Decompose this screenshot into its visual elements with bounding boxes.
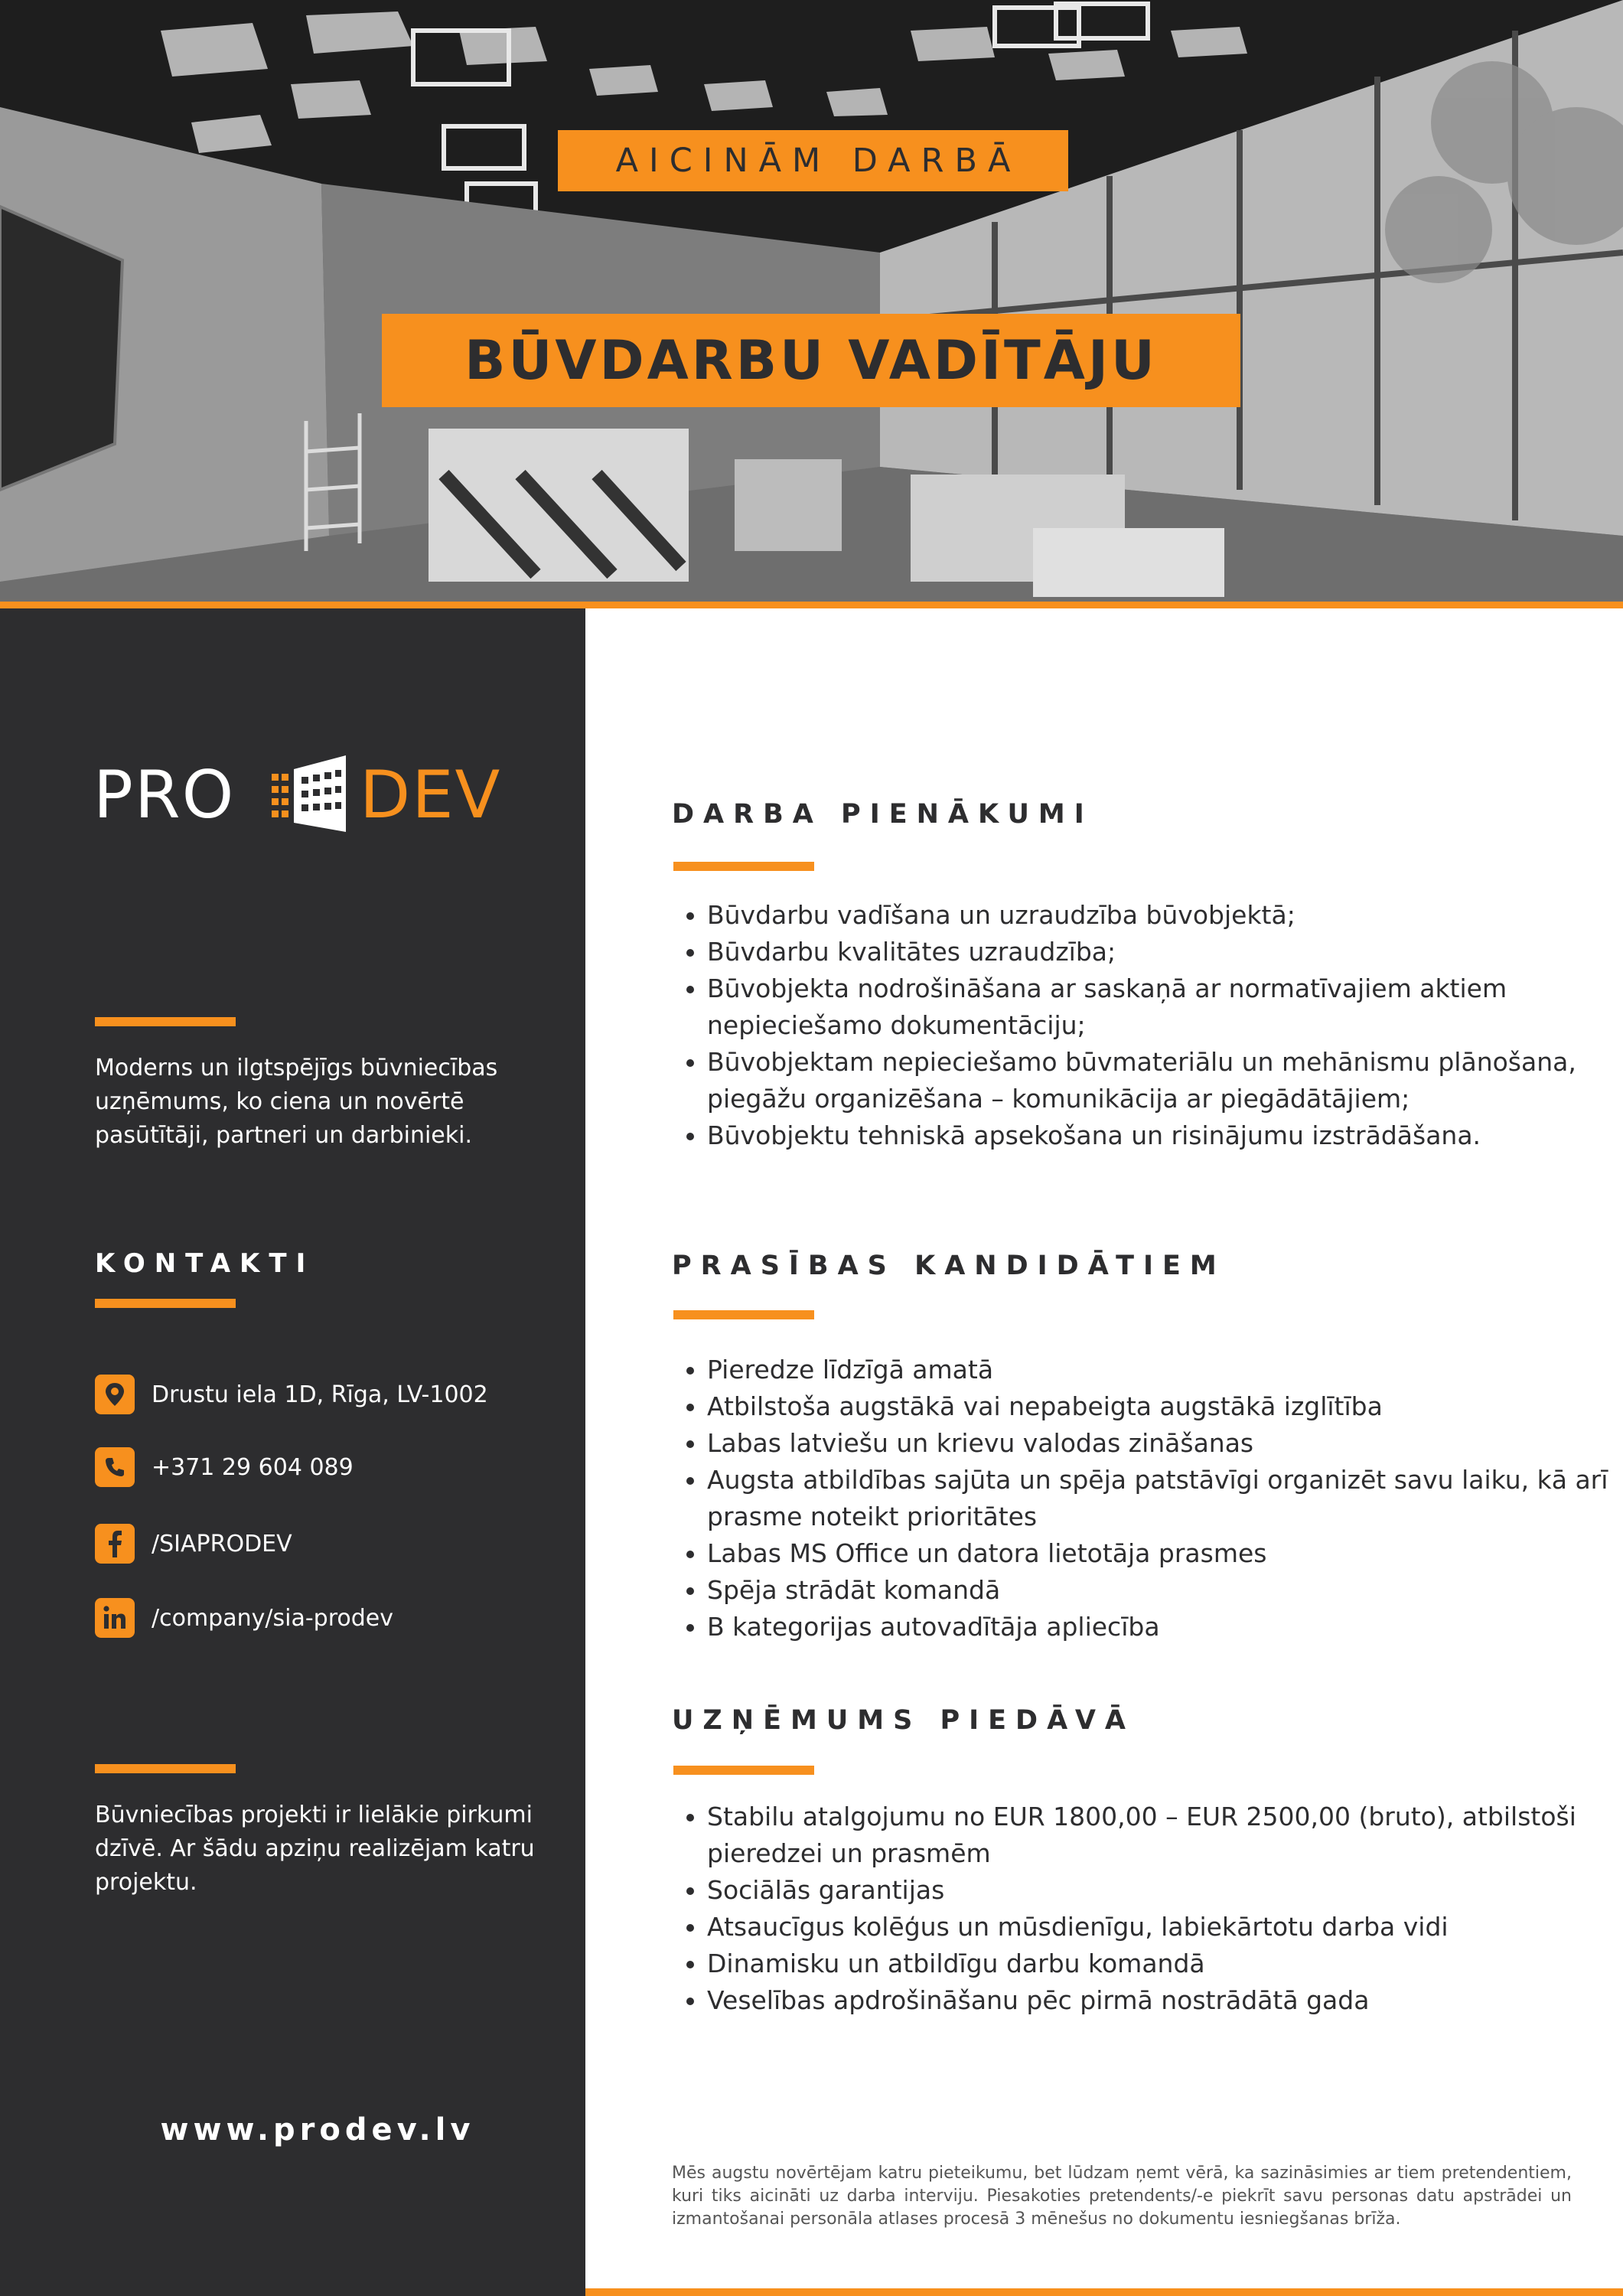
facebook-icon (95, 1524, 135, 1564)
list-item: • Spēja strādāt komandā (707, 1572, 1618, 1609)
section-heading-duties: DARBA PIENĀKUMI (672, 799, 1093, 830)
motto-divider (95, 1764, 236, 1773)
hero-position-badge (382, 314, 1240, 407)
section-heading-requirements: PRASĪBAS KANDIDĀTIEM (672, 1251, 1226, 1281)
list-item: • Sociālās garantijas (707, 1872, 1618, 1909)
linkedin-icon (95, 1598, 135, 1638)
description-divider (95, 1017, 236, 1026)
section-divider-offer (673, 1766, 814, 1775)
hero-tagline-badge (558, 130, 1068, 191)
list-item: • Pieredze līdzīgā amatā (707, 1352, 1618, 1388)
list-item: • Veselības apdrošināšanu pēc pirmā nostrādātā gada (707, 1982, 1618, 2019)
section-divider-requirements (673, 1310, 814, 1319)
company-description: Moderns un ilgtspējīgs būvniecības uzņēmums, ko ciena un novērtē pasūtītāji, partneri un darbinieki. (95, 1055, 498, 1149)
list-item: • Atsaucīgus kolēģus un mūsdienīgu, labiekārtotu darba vidi (707, 1909, 1618, 1945)
contact-address[interactable] (95, 1375, 488, 1414)
contact-linkedin-text: /company/sia-prodev (152, 1604, 393, 1632)
logo-mark (93, 746, 541, 838)
requirements-list (672, 1352, 1618, 1645)
list-item: • Labas latviešu un krievu valodas zināšanas (707, 1425, 1618, 1462)
list-item: • Stabilu atalgojumu no EUR 1800,00 – EUR 2500,00 (bruto), atbilstoši pieredzei un prasmēm (707, 1799, 1618, 1872)
contact-facebook[interactable] (95, 1524, 292, 1564)
building-icon (272, 755, 346, 832)
contacts-heading: KONTAKTI (95, 1248, 315, 1279)
phone-icon (95, 1447, 135, 1487)
list-item: • Dinamisku un atbildīgu darbu komandā (707, 1945, 1618, 1982)
privacy-disclaimer: Mēs augstu novērtējam katru pieteikumu, bet lūdzam ņemt vērā, ka sazināsimies ar tiem pretendentiem, kuri tiks aicināti uz darba interviju. Piesakoties pretendents/-e piekrīt savu personas datu apstrādei un izmantošanai personāla atlases procesā 3 mēnešus no dokumentu iesniegšanas brīža. (672, 2164, 1572, 2229)
list-item: • Būvobjektu tehniskā apsekošana un risinājumu izstrādāšana. (707, 1117, 1618, 1154)
list-item: • Būvobjektam nepieciešamo būvmateriālu un mehānismu plānošana, piegāžu organizēšana – komunikācija ar piegādātājiem; (707, 1044, 1618, 1117)
offer-list (672, 1799, 1618, 2019)
company-motto: Būvniecības projekti ir lielākie pirkumi dzīvē. Ar šādu apziņu realizējam katru projektu. (95, 1802, 535, 1896)
hero-photo (0, 0, 1623, 602)
contact-phone[interactable] (95, 1447, 354, 1487)
list-item: • Būvdarbu vadīšana un uzraudzība būvobjektā; (707, 897, 1618, 934)
list-item: • Labas MS Office un datora lietotāja prasmes (707, 1535, 1618, 1572)
company-logo (93, 746, 541, 838)
list-item: • Būvdarbu kvalitātes uzraudzība; (707, 934, 1618, 970)
list-item: • Atbilstoša augstākā vai nepabeigta augstākā izglītība (707, 1388, 1618, 1425)
contact-phone-text: +371 29 604 089 (152, 1453, 354, 1481)
list-item: • Augsta atbildības sajūta un spēja patstāvīgi organizēt savu laiku, kā arī prasme noteikt prioritātes (707, 1462, 1618, 1535)
contact-linkedin[interactable] (95, 1598, 393, 1638)
location-pin-icon (95, 1375, 135, 1414)
hero-accent-line (0, 602, 1623, 608)
contacts-divider (95, 1299, 236, 1308)
hero-tagline: AICINĀM DARBĀ (615, 142, 1022, 180)
list-item: • Būvobjekta nodrošināšana ar saskaņā ar normatīvajiem aktiem nepieciešamo dokumentāciju; (707, 970, 1618, 1044)
duties-list (672, 897, 1618, 1154)
contact-facebook-text: /SIAPRODEV (152, 1530, 292, 1557)
section-heading-offer: UZŅĒMUMS PIEDĀVĀ (672, 1705, 1135, 1736)
contact-address-text: Drustu iela 1D, Rīga, LV-1002 (152, 1381, 488, 1408)
section-divider-duties (673, 862, 814, 871)
list-item: • B kategorijas autovadītāja apliecība (707, 1609, 1618, 1645)
construction-site-photo (0, 0, 1623, 602)
logo-text-right: DEV (360, 757, 502, 833)
logo-text-left: PRO (93, 757, 236, 833)
bottom-accent-line (585, 2288, 1623, 2296)
website-link[interactable]: www.prodev.lv (160, 2112, 475, 2148)
hero-position-title: BŪVDARBU VADĪTĀJU (464, 329, 1158, 392)
